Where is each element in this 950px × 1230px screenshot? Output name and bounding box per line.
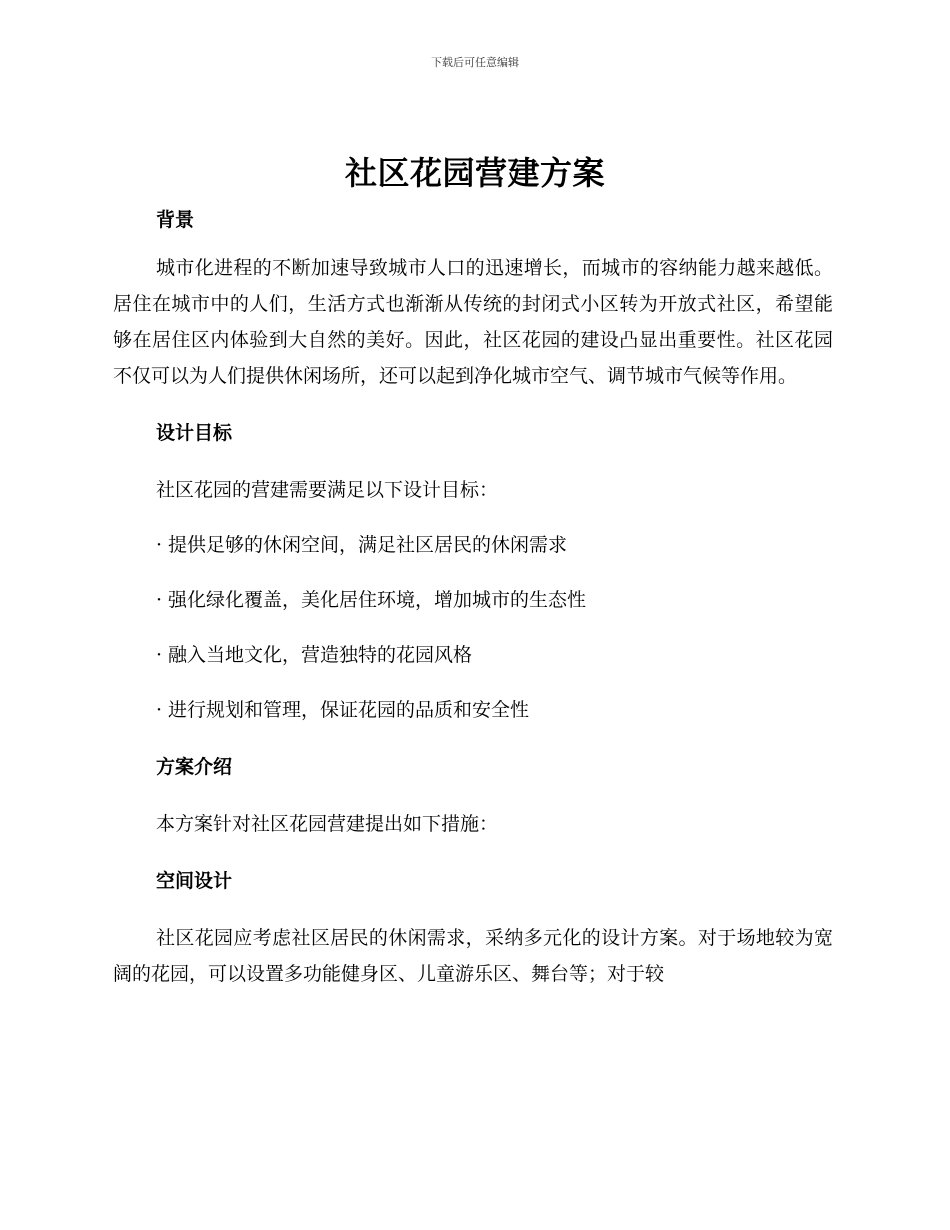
- design-goal-text: 融入当地文化，营造独特的花园风格: [168, 644, 473, 666]
- design-goals-intro: 社区花园的营建需要满足以下设计目标：: [156, 479, 499, 501]
- space-design-paragraph: 社区花园应考虑社区居民的休闲需求，采纳多元化的设计方案。对于场地较为宽阔的花园，可以设置多功能健身区、儿童游乐区、舞台等；对于较: [113, 927, 833, 985]
- section-heading-background: 背景: [156, 209, 195, 231]
- design-goal-text: 进行规划和管理，保证花园的品质和安全性: [168, 699, 530, 721]
- document-body: [113, 200, 833, 992]
- background-paragraph: 城市化进程的不断加速导致城市人口的迅速增长，而城市的容纳能力越来越低。居住在城市中的人们，生活方式也渐渐从传统的封闭式小区转为开放式社区，希望能够在居住区内体验到大自然的美好。因此，社区花园的建设凸显出重要性。社区花园不仅可以为人们提供休闲场所，还可以起到净化城市空气、调节城市气候等作用。: [113, 257, 833, 387]
- page-header-note: 下载后可任意编辑: [431, 56, 519, 69]
- design-goal-item: [113, 527, 833, 563]
- bullet-dot-icon: ·: [156, 589, 163, 611]
- plan-intro-text: 本方案针对社区花园营建提出如下措施：: [156, 813, 499, 835]
- design-goal-item: [113, 692, 833, 728]
- bullet-dot-icon: ·: [156, 644, 163, 666]
- bullet-dot-icon: ·: [156, 699, 163, 721]
- design-goal-item: [113, 582, 833, 618]
- design-goal-item: [113, 637, 833, 673]
- bullet-dot-icon: ·: [156, 534, 163, 556]
- design-goal-text: 提供足够的休闲空间，满足社区居民的休闲需求: [168, 534, 568, 556]
- section-heading-plan-intro: 方案介绍: [156, 756, 233, 778]
- document-title: 社区花园营建方案: [344, 154, 605, 192]
- section-heading-design-goals: 设计目标: [156, 422, 233, 444]
- section-heading-space-design: 空间设计: [156, 870, 233, 892]
- design-goal-text: 强化绿化覆盖，美化居住环境，增加城市的生态性: [168, 589, 587, 611]
